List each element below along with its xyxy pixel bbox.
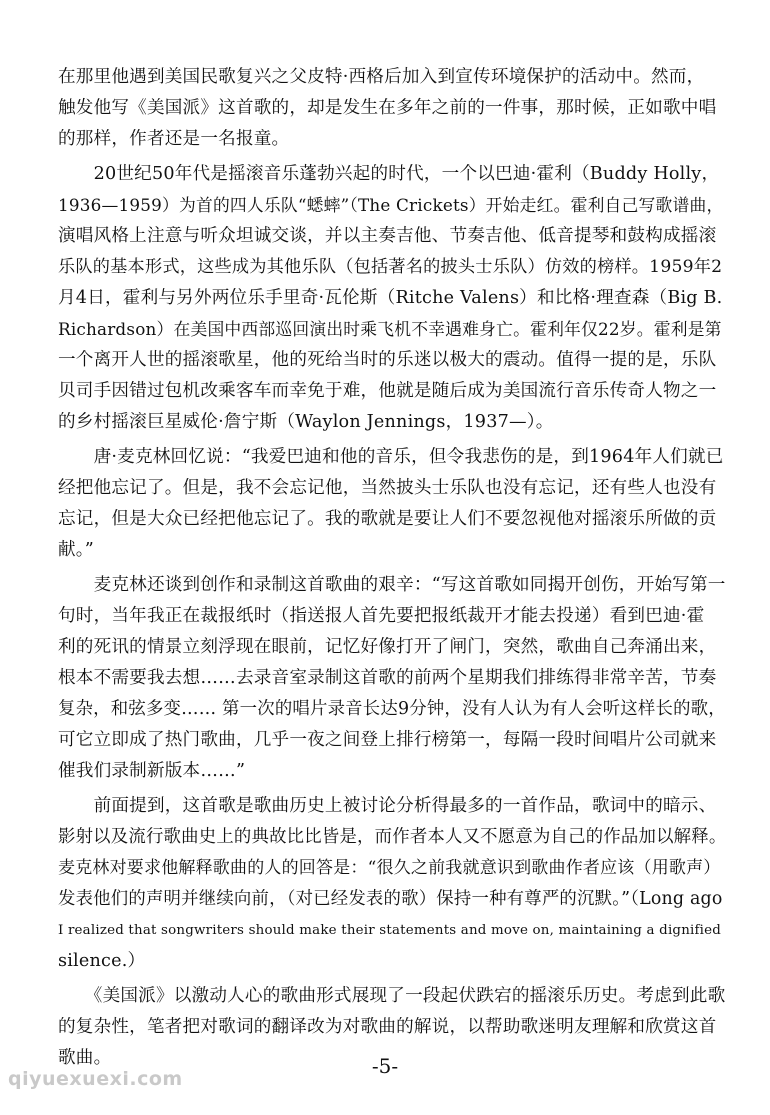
text-line: 前面提到，这首歌是歌曲历史上被讨论分析得最多的一首作品，歌词中的暗示、 — [58, 796, 717, 816]
text-line: 20世纪50年代是摇滚音乐蓬勃兴起的时代，一个以巴迪·霍利（Buddy Holly， — [58, 164, 720, 184]
text-line: 1936—1959）为首的四人乐队“蟋蟀”（The Crickets）开始走红。霍利自己写歌谱曲， — [58, 195, 724, 215]
text-line: 根本不需要我去想……去录音室录制这首歌的前两个星期我们排练得非常辛苦，节奏 — [58, 668, 717, 688]
text-line: 利的死讯的情景立刻浮现在眼前，记忆好像打开了闸门，突然，歌曲自己奔涌出来， — [58, 637, 717, 657]
text-line: 月4日，霍利与另外两位乐手里奇·瓦伦斯（Ritche Valens）和比格·理查森（Big B. — [58, 288, 723, 308]
watermark: qiyuexuexi.com — [8, 1068, 183, 1090]
text-line: 在那里他遇到美国民歌复兴之父皮特·西格后加入到宣传环境保护的活动中。然而， — [58, 67, 705, 87]
text-line: I realized that songwriters should make their statements and move on, maintaining a dignified — [58, 923, 722, 938]
text-line: 复杂，和弦多变…… 第一次的唱片录音长达9分钟，没有人认为有人会听这样长的歌， — [58, 699, 726, 719]
text-line: 经把他忘记了。但是，我不会忘记他，当然披头士乐队也没有忘记，还有些人也没有 — [58, 478, 717, 498]
text-line: 发表他们的声明并继续向前，（对已经发表的歌）保持一种有尊严的沉默。”（Long ago — [58, 889, 723, 909]
text-line: 麦克林还谈到创作和录制这首歌曲的艰辛：“写这首歌如同揭开创伤，开始写第一 — [58, 575, 726, 595]
text-line: 的乡村摇滚巨星威伦·詹宁斯（Waylon Jennings，1937—）。 — [58, 412, 554, 432]
text-line: 《美国派》以激动人心的歌曲形式展现了一段起伏跌宕的摇滚乐历史。考虑到此歌 — [58, 986, 726, 1006]
text-line: 的复杂性，笔者把对歌词的翻译改为对歌曲的解说，以帮助歌迷明友理解和欣赏这首 — [58, 1017, 717, 1037]
text-line: 贝司手因错过包机改乘客车而幸免于难，他就是随后成为美国流行音乐传奇人物之一 — [58, 381, 717, 401]
text-line: 忘记，但是大众已经把他忘记了。我的歌就是要让人们不要忽视他对摇滚乐所做的贡 — [58, 509, 717, 529]
text-line: 催我们录制新版本……” — [58, 761, 246, 781]
page-number: -5- — [371, 1054, 399, 1078]
text-line: 乐队的基本形式，这些成为其他乐队（包括著名的披头士乐队）仿效的榜样。1959年2 — [58, 257, 723, 277]
text-line: 影射以及流行歌曲史上的典故比比皆是，而作者本人又不愿意为自己的作品加以解释。 — [58, 827, 726, 847]
text-line: silence.） — [58, 951, 146, 971]
text-line: 句时，当年我正在裁报纸时（指送报人首先要把报纸裁开才能去投递）看到巴迪·霍 — [58, 606, 705, 626]
text-line: 可它立即成了热门歌曲，几乎一夜之间登上排行榜第一，每隔一段时间唱片公司就来 — [58, 730, 717, 750]
text-line: 演唱风格上注意与听众坦诚交谈，并以主奏吉他、节奏吉他、低音提琴和鼓构成摇滚 — [58, 226, 717, 246]
text-line: 献。” — [58, 540, 94, 560]
text-line: 的那样，作者还是一名报童。 — [58, 129, 290, 149]
text-line: Richardson）在美国中西部巡回演出时乘飞机不幸遇难身亡。霍利年仅22岁。霍利是第 — [58, 319, 722, 339]
document-body — [58, 62, 726, 1074]
text-line: 一个离开人世的摇滚歌星，他的死给当时的乐迷以极大的震动。值得一提的是，乐队 — [58, 350, 717, 370]
text-line: 歌曲。 — [58, 1048, 112, 1068]
text-line: 触发他写《美国派》这首歌的，却是发生在多年之前的一件事，那时候，正如歌中唱 — [58, 98, 717, 118]
text-line: 唐·麦克林回忆说：“我爱巴迪和他的音乐，但令我悲伤的是，到1964年人们就已 — [58, 447, 724, 467]
text-line: 麦克林对要求他解释歌曲的人的回答是：“很久之前我就意识到歌曲作者应该（用歌声） — [58, 858, 721, 878]
